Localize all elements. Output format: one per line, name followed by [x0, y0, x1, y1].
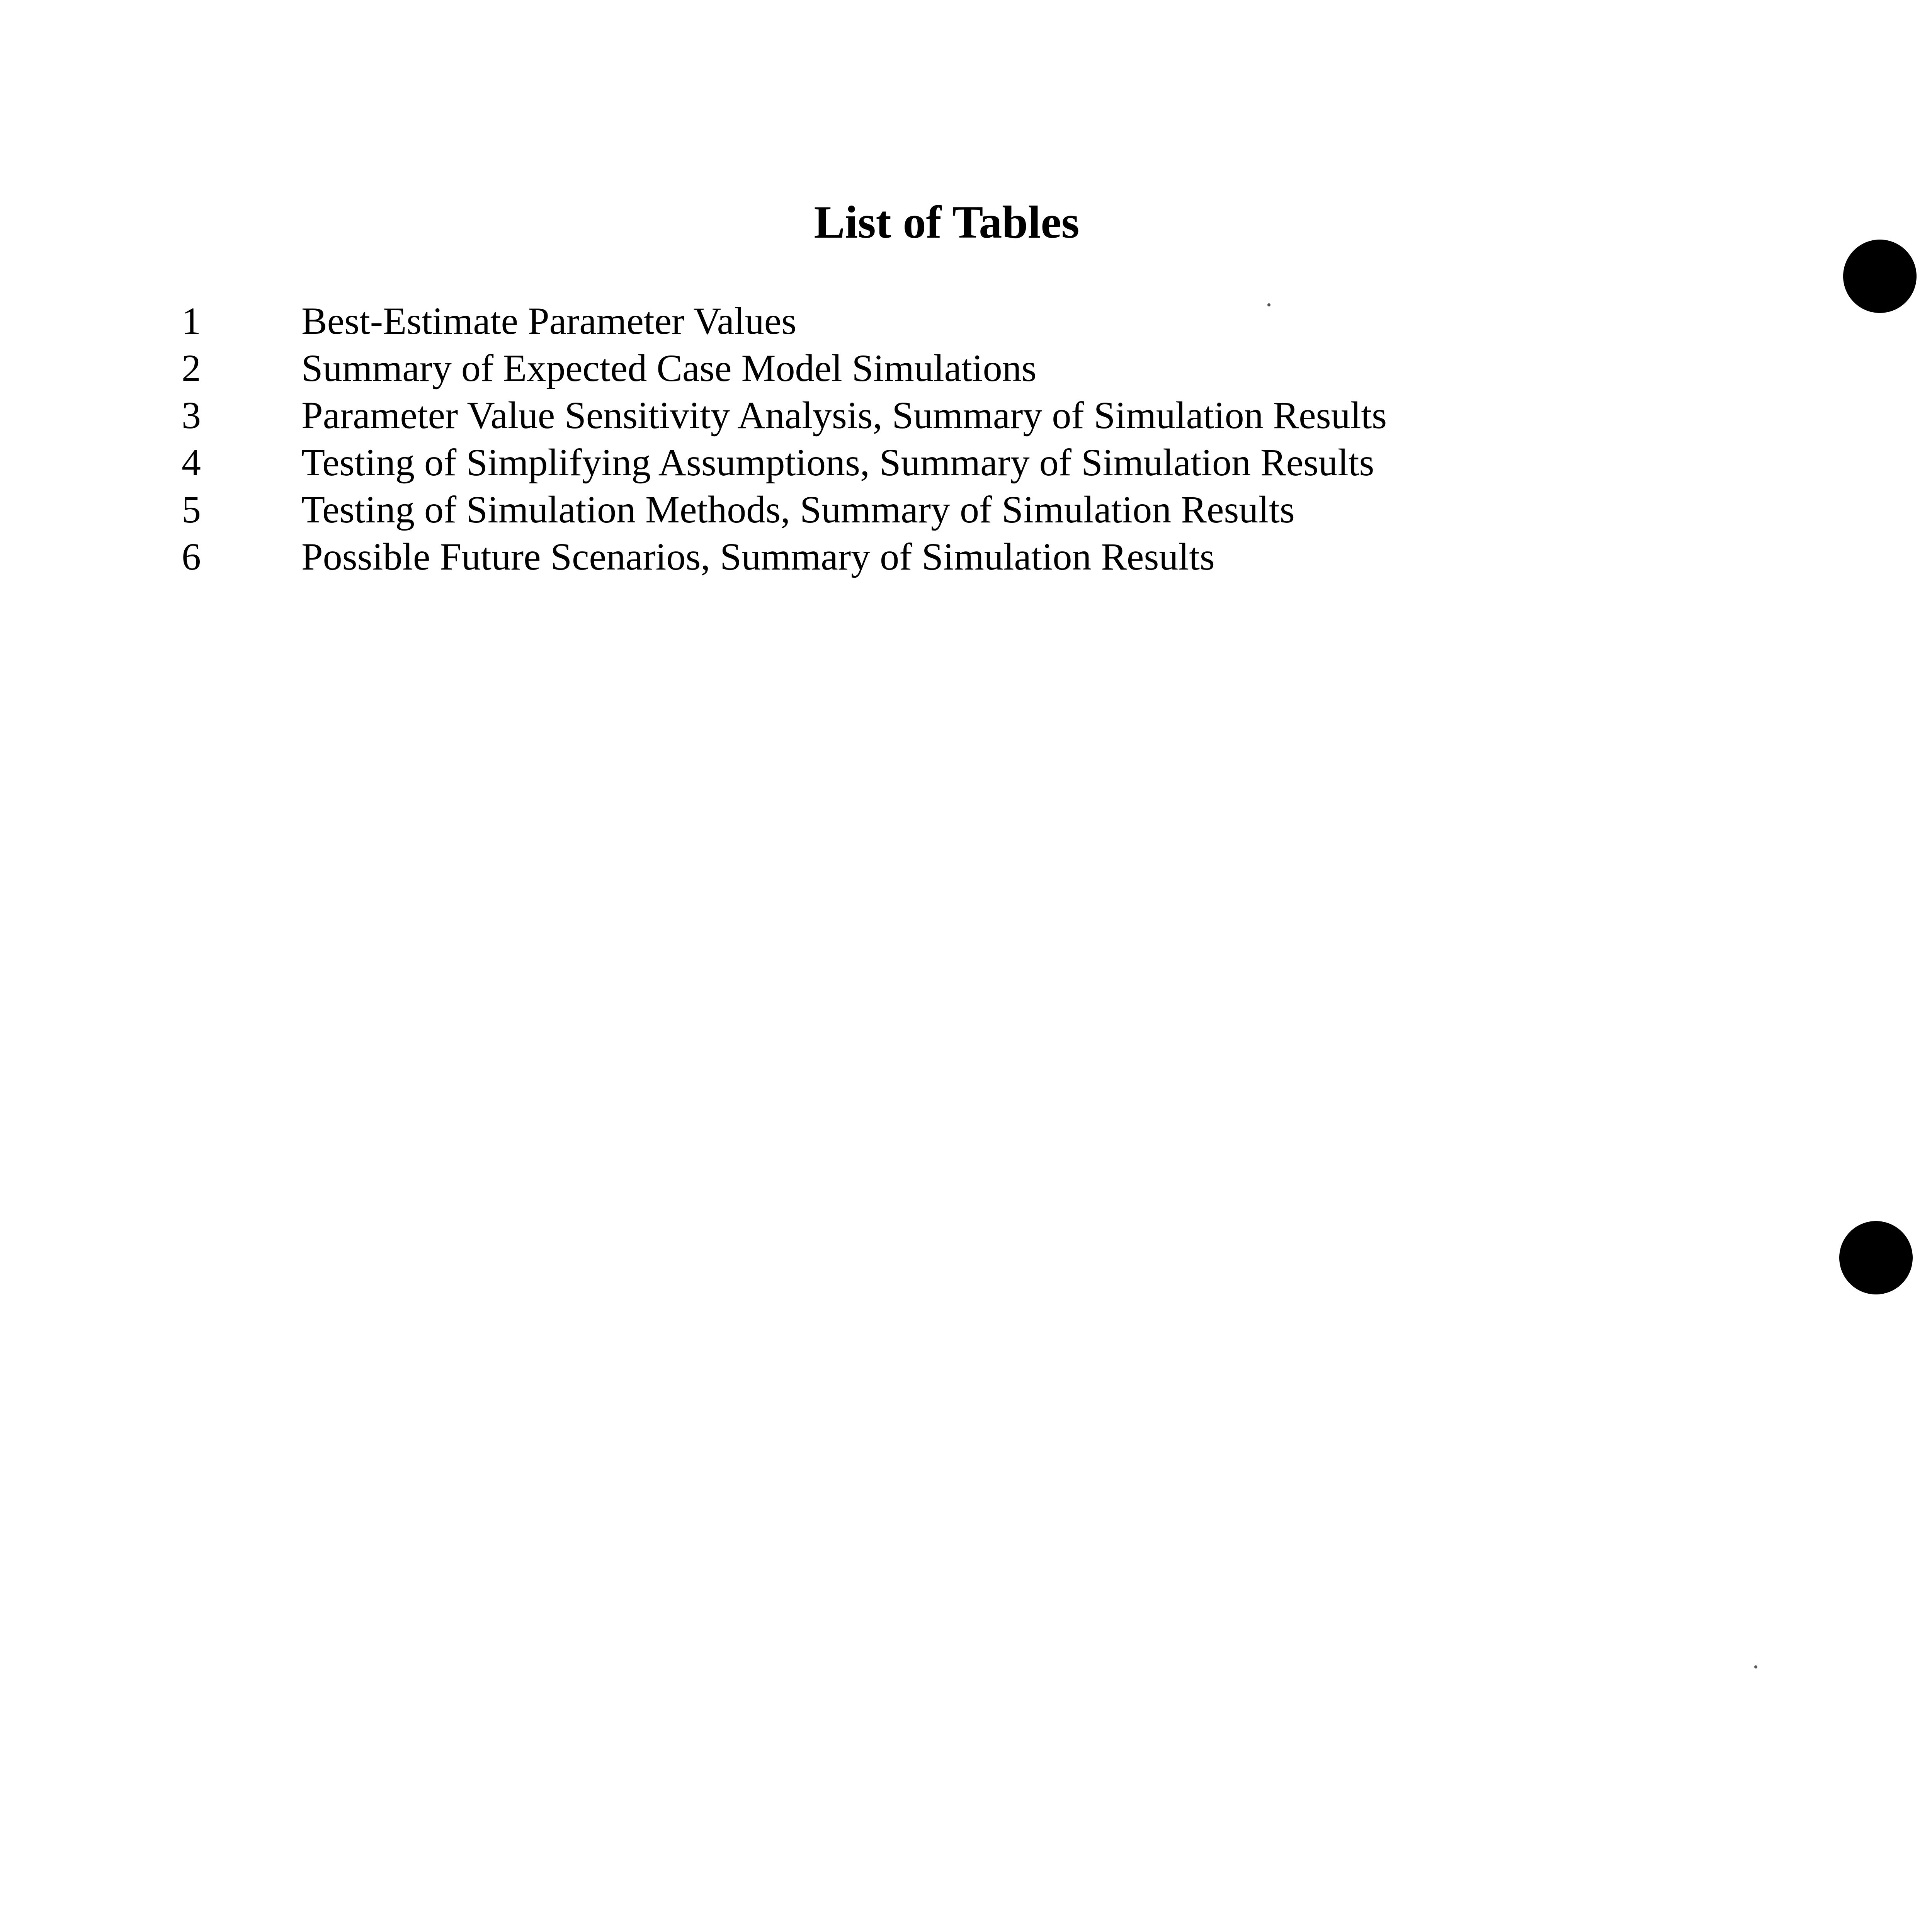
scan-speck: [1267, 303, 1270, 306]
table-title: Parameter Value Sensitivity Analysis, Summary of Simulation Results: [301, 394, 1387, 437]
table-entry-3: [182, 392, 1387, 439]
scan-speck: [1754, 1665, 1757, 1668]
page-title: List of Tables: [814, 196, 1080, 248]
table-entry-6: [182, 533, 1387, 580]
table-number: 5: [182, 488, 201, 531]
table-number: 3: [182, 394, 201, 437]
table-entry-4: [182, 439, 1387, 486]
table-number: 4: [182, 441, 201, 484]
table-entry-2: [182, 345, 1387, 392]
table-entry-5: [182, 486, 1387, 533]
table-title: Best-Estimate Parameter Values: [301, 299, 797, 342]
table-title: Testing of Simplifying Assumptions, Summary of Simulation Results: [301, 441, 1374, 484]
table-title: Summary of Expected Case Model Simulations: [301, 347, 1037, 389]
table-title: Possible Future Scenarios, Summary of Simulation Results: [301, 535, 1215, 578]
table-number: 2: [182, 347, 201, 389]
punch-hole: [1843, 240, 1917, 313]
table-number: 6: [182, 535, 201, 578]
punch-hole: [1839, 1221, 1913, 1294]
table-title: Testing of Simulation Methods, Summary of Simulation Results: [301, 488, 1295, 531]
table-number: 1: [182, 299, 201, 342]
table-entry-1: [182, 298, 1387, 345]
list-of-tables: [182, 298, 1387, 580]
